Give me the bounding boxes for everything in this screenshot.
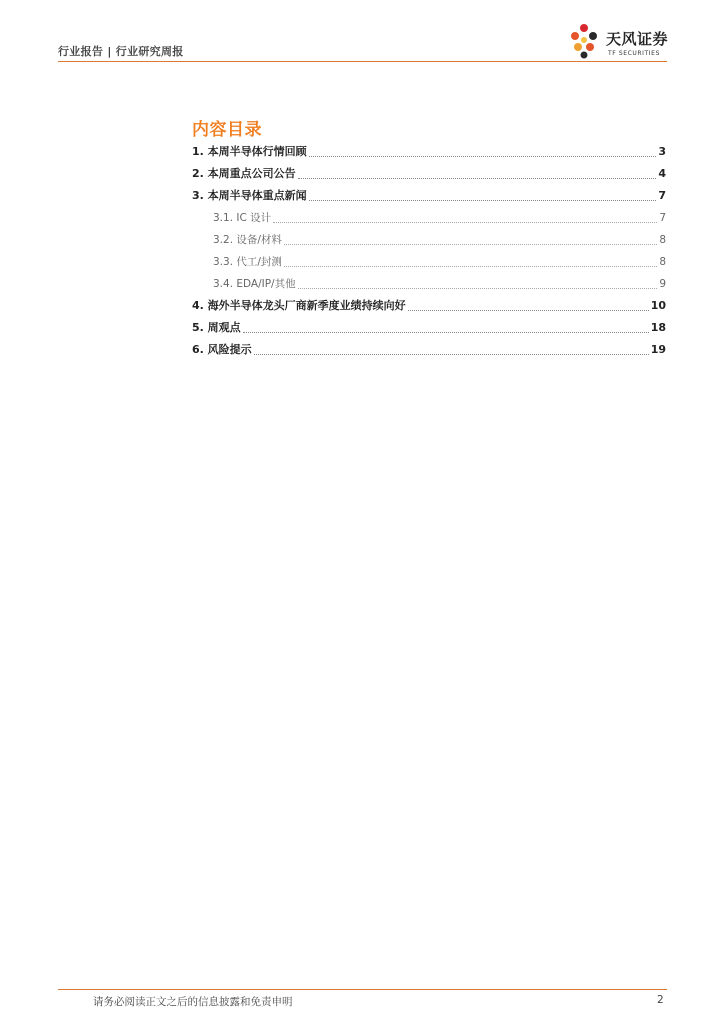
toc-entry[interactable]	[192, 339, 666, 361]
toc-entry-page: 18	[650, 321, 666, 334]
toc-entry-text: 2. 本周重点公司公告	[192, 167, 296, 180]
toc-leader-dots	[309, 155, 657, 157]
toc-entry-page: 10	[650, 299, 666, 312]
toc-leader-dots	[298, 287, 658, 289]
toc-entry-text: 1. 本周半导体行情回顾	[192, 145, 307, 158]
toc-entry[interactable]	[192, 185, 666, 207]
toc-entry-text: 3.4. EDA/IP/其他	[213, 278, 296, 290]
toc-entry-text: 5. 周观点	[192, 321, 241, 334]
toc-entry-text: 4. 海外半导体龙头厂商新季度业绩持续向好	[192, 299, 406, 312]
header-report-type: 行业报告 | 行业研究周报	[58, 45, 184, 58]
toc-entry-text: 3.1. IC 设计	[213, 212, 272, 224]
toc-entry-text: 3.3. 代工/封测	[213, 256, 282, 268]
toc-entry[interactable]	[192, 295, 666, 317]
company-logo	[566, 22, 676, 60]
toc-entry-page: 8	[659, 234, 666, 246]
header-divider	[58, 61, 667, 62]
toc-leader-dots	[309, 199, 657, 201]
toc-entry[interactable]	[192, 141, 666, 163]
toc-entry-page: 19	[650, 343, 666, 356]
toc-entry[interactable]	[192, 317, 666, 339]
toc-leader-dots	[273, 221, 657, 223]
toc-list	[192, 141, 666, 361]
toc-subentry[interactable]	[192, 251, 666, 273]
logo-chinese-name: 天风证券	[606, 30, 669, 48]
toc-subentry[interactable]	[192, 273, 666, 295]
toc-entry-text: 3. 本周半导体重点新闻	[192, 189, 307, 202]
logo-english-name: TF SECURITIES	[608, 50, 660, 57]
toc-leader-dots	[298, 177, 657, 179]
toc-subentry[interactable]	[192, 207, 666, 229]
toc-entry-page: 9	[659, 278, 666, 290]
toc-leader-dots	[284, 243, 657, 245]
toc-entry-page: 7	[659, 212, 666, 224]
toc-leader-dots	[254, 353, 649, 355]
toc-leader-dots	[284, 265, 657, 267]
footer-disclaimer: 请务必阅读正文之后的信息披露和免责申明	[93, 996, 293, 1008]
footer-page-number: 2	[657, 994, 664, 1006]
toc-entry-page: 3	[658, 145, 666, 158]
toc-subentry[interactable]	[192, 229, 666, 251]
footer-divider	[58, 989, 667, 990]
toc-leader-dots	[408, 309, 649, 311]
toc-leader-dots	[243, 331, 649, 333]
flower-logo-icon	[566, 22, 602, 60]
toc-entry-text: 3.2. 设备/材料	[213, 234, 282, 246]
toc-entry-text: 6. 风险提示	[192, 343, 252, 356]
toc-title: 内容目录	[192, 120, 262, 140]
toc-entry-page: 7	[658, 189, 666, 202]
toc-entry-page: 8	[659, 256, 666, 268]
toc-entry-page: 4	[658, 167, 666, 180]
toc-entry[interactable]	[192, 163, 666, 185]
